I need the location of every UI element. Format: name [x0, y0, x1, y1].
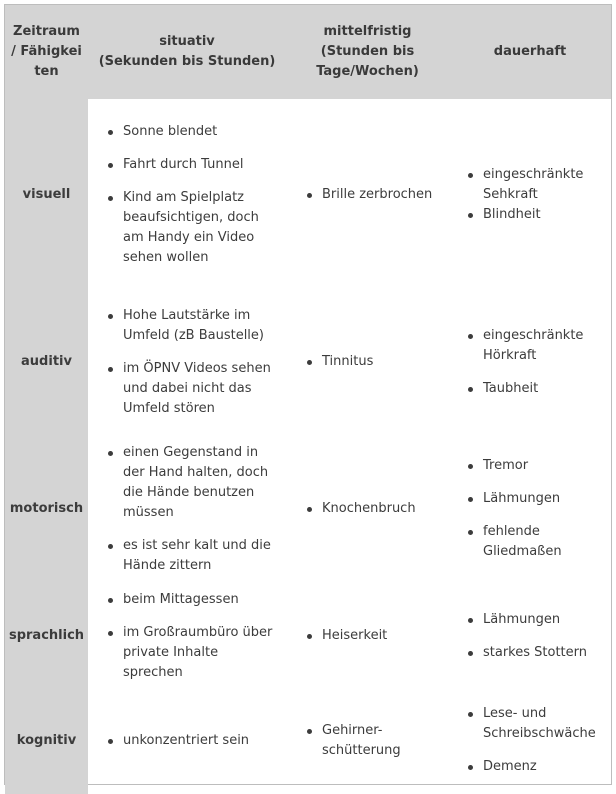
- list-item: Blindheit: [483, 205, 610, 225]
- cell-situativ: [88, 687, 286, 794]
- cell-dauerhaft: [449, 433, 611, 585]
- cell-situativ: [88, 585, 286, 687]
- cell-dauerhaft: [449, 99, 611, 291]
- list-item: starkes Stottern: [483, 643, 610, 663]
- list-item: Hohe Lautstärke im Umfeld (zB Baustelle): [123, 306, 280, 346]
- list-item: unkonzentriert sein: [123, 731, 280, 751]
- table-row: [5, 99, 611, 291]
- list-item: eingeschränkte Sehkraft: [483, 165, 610, 205]
- row-label-auditiv: auditiv: [5, 291, 88, 433]
- list-item: Brille zerbrochen: [322, 185, 448, 205]
- header-mittelfristig: [286, 5, 449, 99]
- list-item: Lähmungen: [483, 610, 610, 630]
- list-item: im ÖPNV Videos sehen und dabei nicht das Umfeld stören: [123, 359, 280, 419]
- header-mittelfristig-label: mittelfristig (Stunden bis Tage/Wochen): [316, 24, 419, 79]
- list-item: Fahrt durch Tunnel: [123, 155, 280, 175]
- header-situativ-subtitle: (Sekunden bis Stunden): [98, 54, 276, 69]
- cell-mittelfristig: [286, 585, 449, 687]
- row-label-visuell: visuell: [5, 99, 88, 291]
- cell-situativ: [88, 99, 286, 291]
- cell-mittelfristig: [286, 291, 449, 433]
- list-item: Lähmungen: [483, 489, 610, 509]
- table-row: [5, 433, 611, 585]
- abilities-table-frame: [4, 4, 612, 785]
- cell-dauerhaft: [449, 585, 611, 687]
- header-situativ: [88, 5, 286, 99]
- cell-situativ: [88, 433, 286, 585]
- list-item: Heiserkeit: [322, 626, 448, 646]
- list-item: es ist sehr kalt und die Hände zittern: [123, 536, 280, 576]
- cell-mittelfristig: [286, 687, 449, 794]
- list-item: Taubheit: [483, 379, 610, 399]
- abilities-table: [5, 5, 611, 794]
- table-row: [5, 687, 611, 794]
- list-item: einen Gegenstand in der Hand halten, doch die Hände benutzen müssen: [123, 443, 280, 523]
- list-item: Lese- und Schreibschwäche: [483, 704, 610, 744]
- header-dauerhaft: [449, 5, 611, 99]
- table-row: [5, 291, 611, 433]
- list-item: Tinnitus: [322, 352, 448, 372]
- list-item: beim Mittagessen: [123, 590, 280, 610]
- list-item: Gehirner-schütterung: [322, 721, 402, 761]
- cell-dauerhaft: [449, 687, 611, 794]
- cell-mittelfristig: [286, 99, 449, 291]
- list-item: Knochenbruch: [322, 499, 448, 519]
- list-item: Demenz: [483, 757, 610, 777]
- list-item: im Großraumbüro über private Inhalte sprechen: [123, 623, 280, 683]
- list-item: eingeschränkte Hörkraft: [483, 326, 610, 366]
- cell-mittelfristig: [286, 433, 449, 585]
- header-situativ-title: situativ: [159, 34, 215, 49]
- row-label-motorisch: motorisch: [5, 433, 88, 585]
- list-item: Sonne blendet: [123, 122, 280, 142]
- cell-situativ: [88, 291, 286, 433]
- header-zeitraum-label: Zeitraum / Fähigkeiten: [11, 24, 82, 79]
- header-zeitraum: [5, 5, 88, 99]
- header-dauerhaft-label: dauerhaft: [493, 44, 567, 59]
- list-item: Kind am Spielplatz beaufsichtigen, doch am Handy ein Video sehen wollen: [123, 188, 280, 268]
- list-item: fehlende Gliedmaßen: [483, 522, 610, 562]
- row-label-kognitiv: kognitiv: [5, 687, 88, 794]
- list-item: Tremor: [483, 456, 610, 476]
- cell-dauerhaft: [449, 291, 611, 433]
- table-header: [5, 5, 611, 99]
- row-label-sprachlich: sprachlich: [5, 585, 88, 687]
- table-row: [5, 585, 611, 687]
